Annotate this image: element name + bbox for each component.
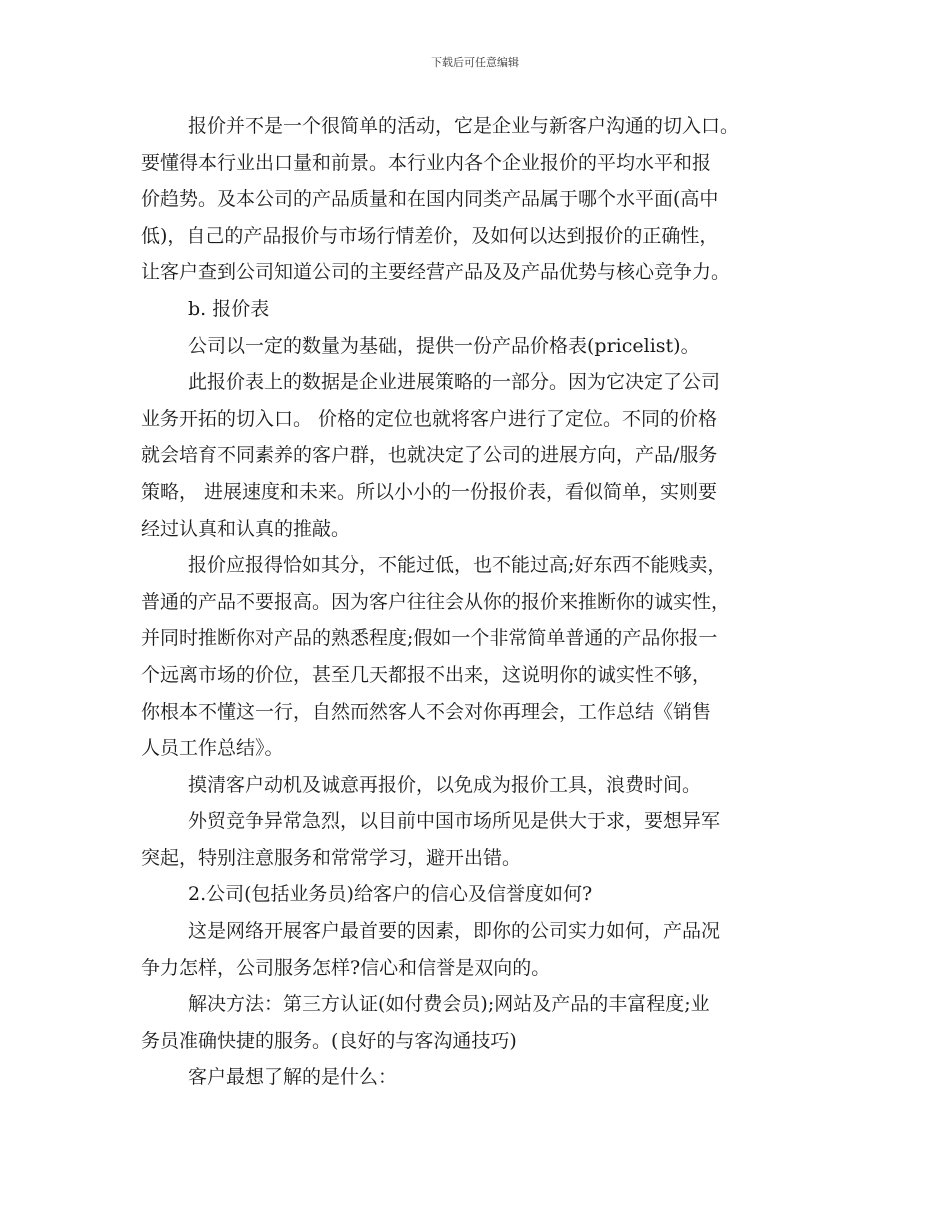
text-line: 报价应报得恰如其分，不能过低，也不能过高;好东西不能贱卖， bbox=[188, 554, 727, 577]
text-line: 外贸竞争异常急烈，以目前中国市场所见是供大于求，要想异军 bbox=[188, 810, 721, 833]
text-line: 普通的产品不要报高。因为客户往往会从你的报价来推断你的诚实性， bbox=[141, 590, 731, 613]
text-line: 人员工作总结》。 bbox=[141, 737, 284, 760]
text-line: 务员准确快捷的服务。(良好的与客沟通技巧) bbox=[141, 1029, 517, 1052]
text-line: 要懂得本行业出口量和前景。本行业内各个企业报价的平均水平和报 bbox=[141, 151, 712, 174]
text-line: 此报价表上的数据是企业进展策略的一部分。因为它决定了公司 bbox=[188, 371, 721, 394]
document-body bbox=[141, 108, 813, 1096]
text-line: 业务开拓的切入口。 价格的定位也就将客户进行了定位。不同的价格 bbox=[141, 407, 718, 430]
text-line: 并同时推断你对产品的熟悉程度;假如一个非常简单普通的产品你报一 bbox=[141, 627, 718, 650]
text-line: 公司以一定的数量为基础，提供一份产品价格表(pricelist)。 bbox=[188, 334, 700, 357]
page-header: 下载后可任意编辑 bbox=[431, 56, 519, 69]
text-line: 策略， 进展速度和未来。所以小小的一份报价表，看似简单，实则要 bbox=[141, 480, 718, 503]
text-line: 摸清客户动机及诚意再报价，以免成为报价工具，浪费时间。 bbox=[188, 773, 702, 796]
text-line: 解决方法：第三方认证(如付费会员);网站及产品的丰富程度;业 bbox=[188, 993, 710, 1016]
text-line: 这是网络开展客户最首要的因素，即你的公司实力如何，产品况 bbox=[188, 920, 721, 943]
text-line: 个远离市场的价位，甚至几天都报不出来，这说明你的诚实性不够， bbox=[141, 663, 712, 686]
text-line: 2.公司(包括业务员)给客户的信心及信誉度如何? bbox=[188, 883, 593, 906]
text-line: 客户最想了解的是什么： bbox=[188, 1066, 398, 1089]
text-line: 经过认真和认真的推敲。 bbox=[141, 517, 351, 540]
text-line: 价趋势。及本公司的产品质量和在国内同类产品属于哪个水平面(高中 bbox=[141, 188, 719, 211]
text-line: 低)，自己的产品报价与市场行情差价，及如何以达到报价的正确性， bbox=[141, 224, 719, 247]
text-line: 突起，特别注意服务和常常学习，避开出错。 bbox=[141, 846, 522, 869]
text-line: 让客户查到公司知道公司的主要经营产品及及产品优势与核心竞争力。 bbox=[141, 261, 731, 284]
text-line: b. 报价表 bbox=[188, 297, 270, 320]
text-line: 争力怎样，公司服务怎样?信心和信誉是双向的。 bbox=[141, 956, 551, 979]
text-line: 就会培育不同素养的客户群，也就决定了公司的进展方向，产品/服务 bbox=[141, 444, 718, 467]
text-line: 报价并不是一个很简单的活动，它是企业与新客户沟通的切入口。 bbox=[188, 115, 740, 137]
text-line: 你根本不懂这一行，自然而然客人不会对你再理会，工作总结《销售 bbox=[141, 700, 712, 723]
